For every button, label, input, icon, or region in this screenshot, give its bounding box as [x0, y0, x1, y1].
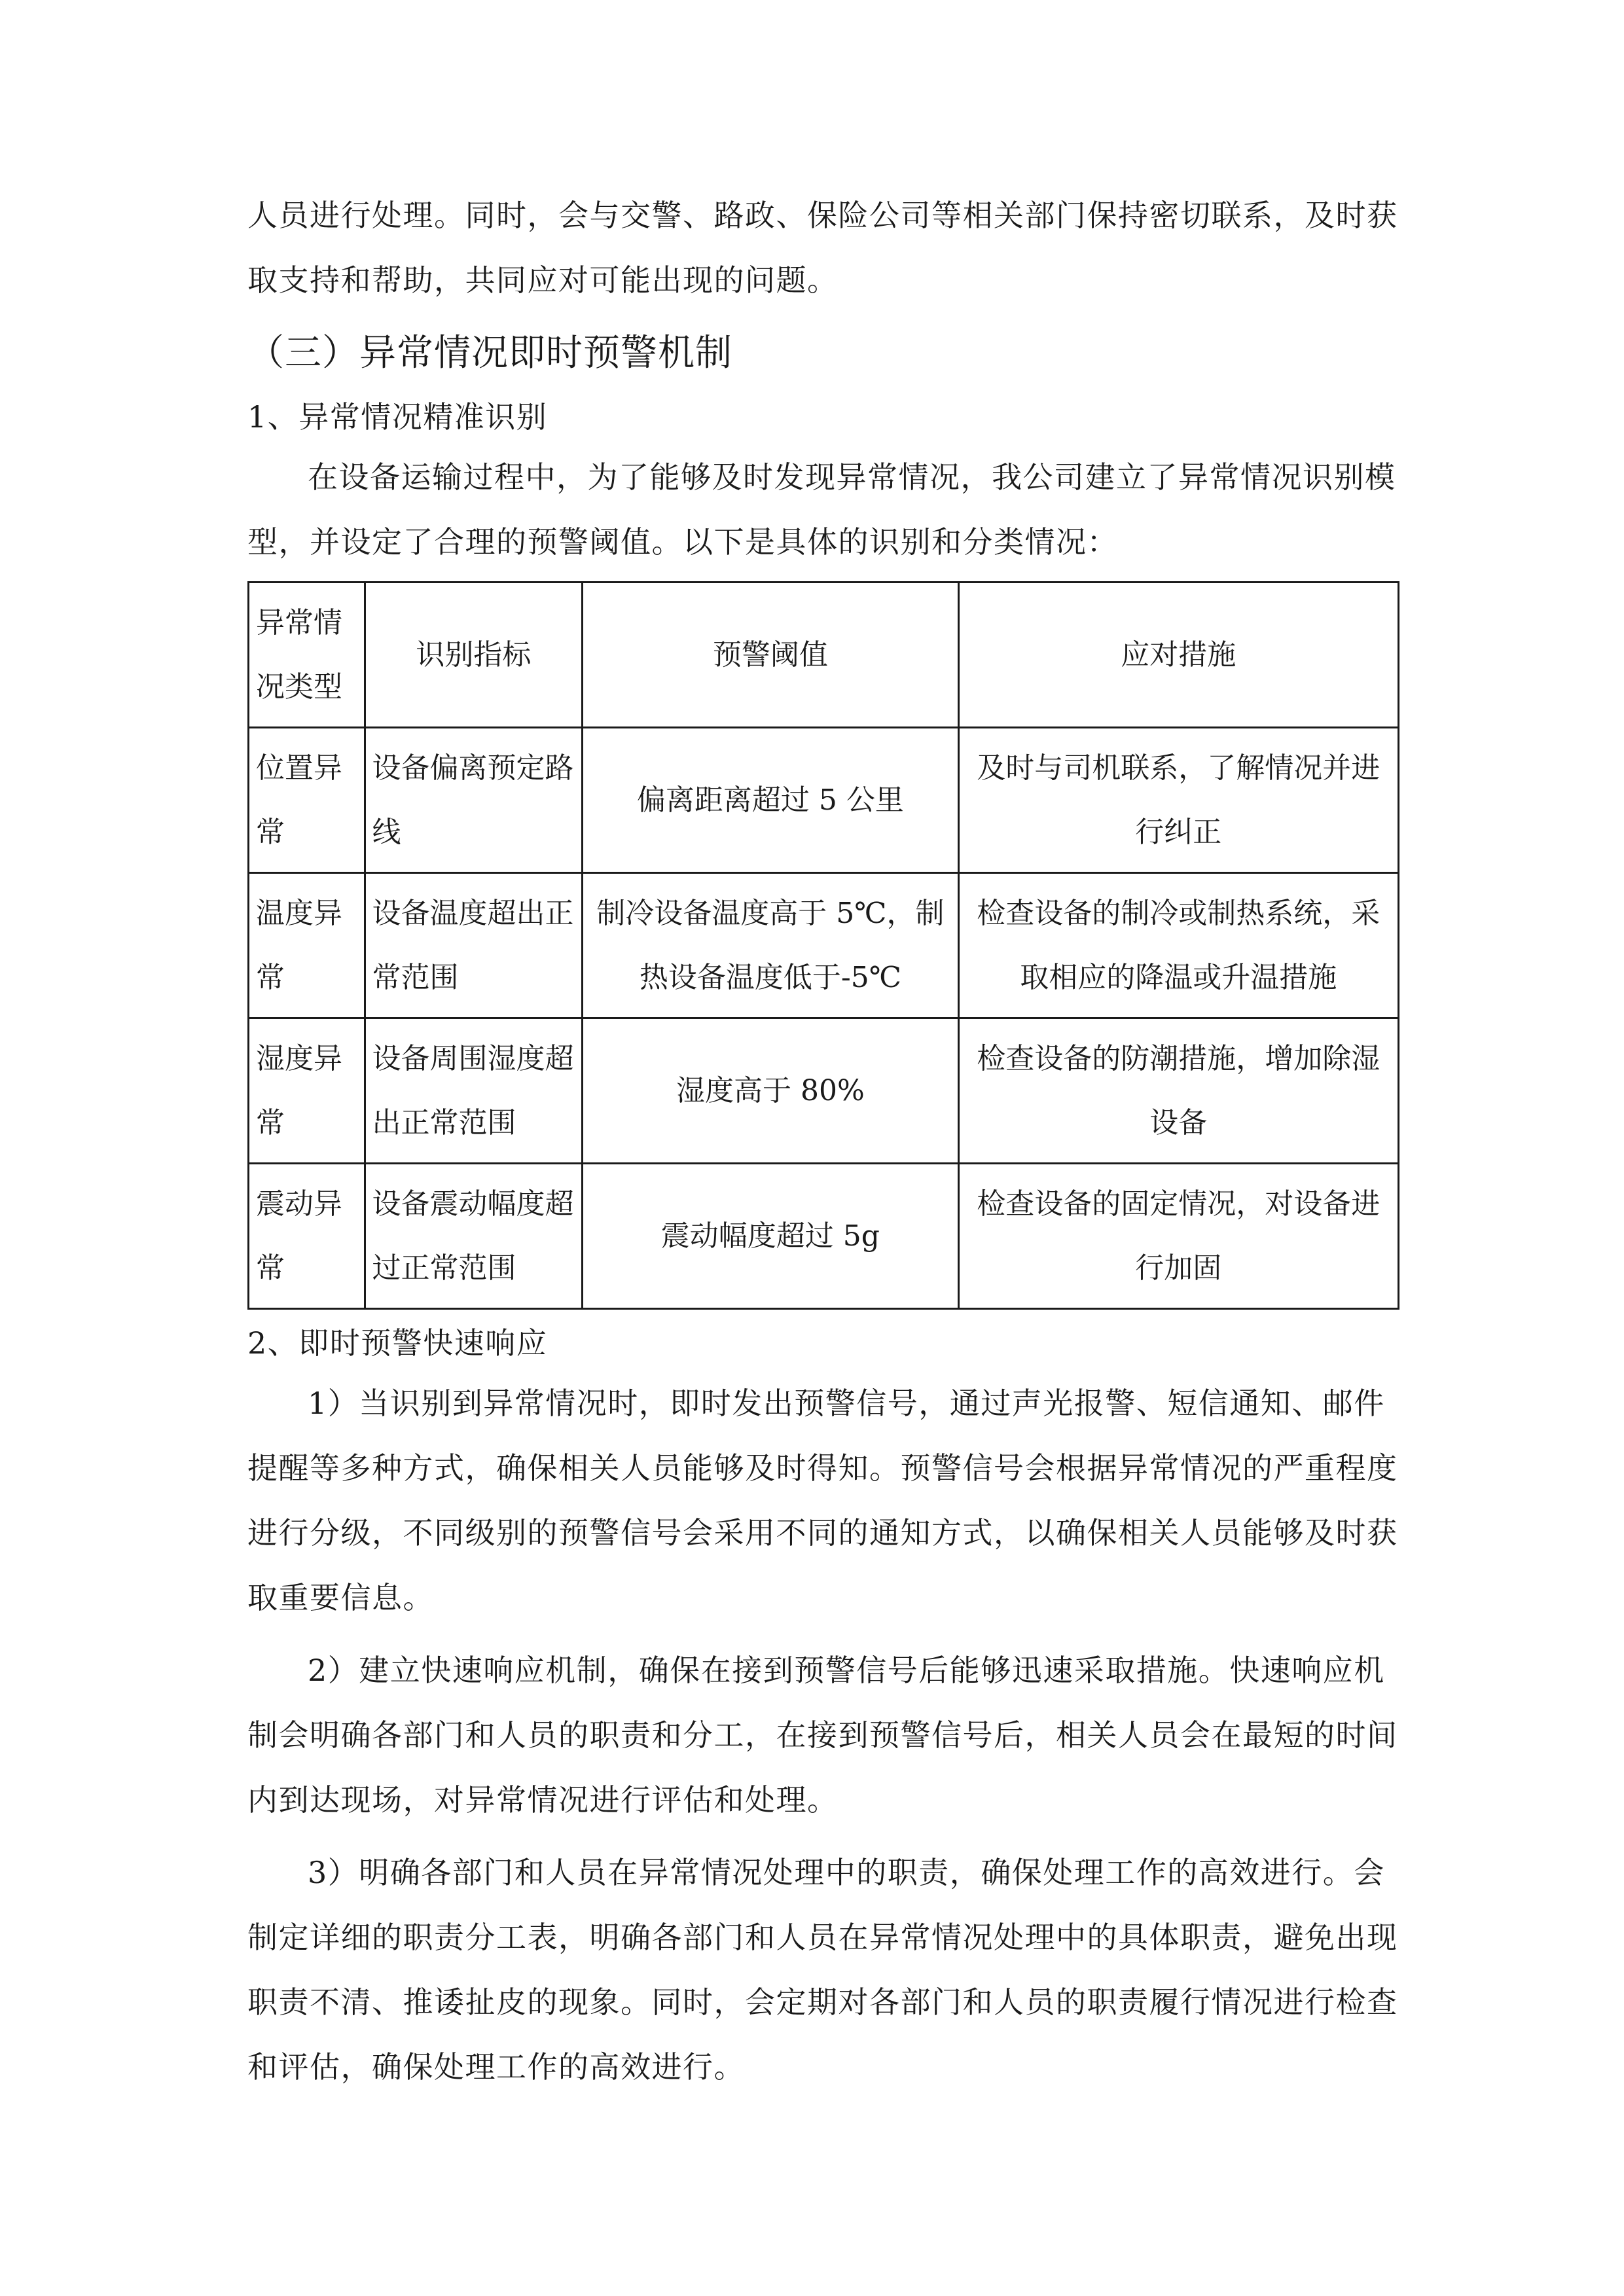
- document-page: [247, 183, 1399, 2100]
- header-cell-indicator: 识别指标: [365, 583, 583, 728]
- table-cell: 设备温度超出正常范围: [365, 873, 583, 1018]
- table-cell: 温度异常: [249, 873, 365, 1018]
- subsection-title-1: 1、异常情况精准识别: [247, 399, 548, 435]
- header-cell-type: 异常情况类型: [249, 583, 365, 728]
- table-cell: 检查设备的制冷或制热系统，采取相应的降温或升温措施: [958, 873, 1398, 1018]
- table-cell: 检查设备的固定情况，对设备进行加固: [958, 1164, 1398, 1309]
- table-row: [249, 873, 1399, 1018]
- header-cell-measures: 应对措施: [958, 583, 1398, 728]
- table-cell: 设备震动幅度超过正常范围: [365, 1164, 583, 1309]
- table-cell: 湿度高于 80%: [583, 1018, 958, 1164]
- table-cell: 偏离距离超过 5 公里: [583, 728, 958, 873]
- anomaly-table: [247, 581, 1399, 1310]
- table-row: [249, 728, 1399, 873]
- header-cell-threshold: 预警阈值: [583, 583, 958, 728]
- response-paragraph-1: 1）当识别到异常情况时，即时发出预警信号，通过声光报警、短信通知、邮件提醒等多种方式，确保相关人员能够及时得知。预警信号会根据异常情况的严重程度进行分级，不同级别的预警信号会采用不同的通知方式，以确保相关人员能够及时获取重要信息。: [247, 1386, 1398, 1615]
- subsection-title-2: 2、即时预警快速响应: [247, 1325, 548, 1361]
- table-header-row: [249, 583, 1399, 728]
- response-paragraph-2: 2）建立快速响应机制，确保在接到预警信号后能够迅速采取措施。快速响应机制会明确各部门和人员的职责和分工，在接到预警信号后，相关人员会在最短的时间内到达现场，对异常情况进行评估和处理。: [247, 1653, 1398, 1818]
- section-title: （三）异常情况即时预警机制: [247, 332, 732, 374]
- table-cell: 震动幅度超过 5g: [583, 1164, 958, 1309]
- table-cell: 湿度异常: [249, 1018, 365, 1164]
- table-cell: 震动异常: [249, 1164, 365, 1309]
- table-cell: 及时与司机联系，了解情况并进行纠正: [958, 728, 1398, 873]
- table-row: [249, 1018, 1399, 1164]
- table-row: [249, 1164, 1399, 1309]
- intro-paragraph: 在设备运输过程中，为了能够及时发现异常情况，我公司建立了异常情况识别模型，并设定了合理的预警阈值。以下是具体的识别和分类情况：: [247, 459, 1396, 560]
- continuation-paragraph: 人员进行处理。同时，会与交警、路政、保险公司等相关部门保持密切联系，及时获取支持和帮助，共同应对可能出现的问题。: [247, 198, 1398, 298]
- table-cell: 位置异常: [249, 728, 365, 873]
- table-cell: 制冷设备温度高于 5℃，制热设备温度低于-5℃: [583, 873, 958, 1018]
- table-cell: 设备偏离预定路线: [365, 728, 583, 873]
- response-paragraph-3: 3）明确各部门和人员在异常情况处理中的职责，确保处理工作的高效进行。会制定详细的职责分工表，明确各部门和人员在异常情况处理中的具体职责，避免出现职责不清、推诿扯皮的现象。同时，会定期对各部门和人员的职责履行情况进行检查和评估，确保处理工作的高效进行。: [247, 1855, 1398, 2085]
- table-cell: 检查设备的防潮措施，增加除湿设备: [958, 1018, 1398, 1164]
- table-cell: 设备周围湿度超出正常范围: [365, 1018, 583, 1164]
